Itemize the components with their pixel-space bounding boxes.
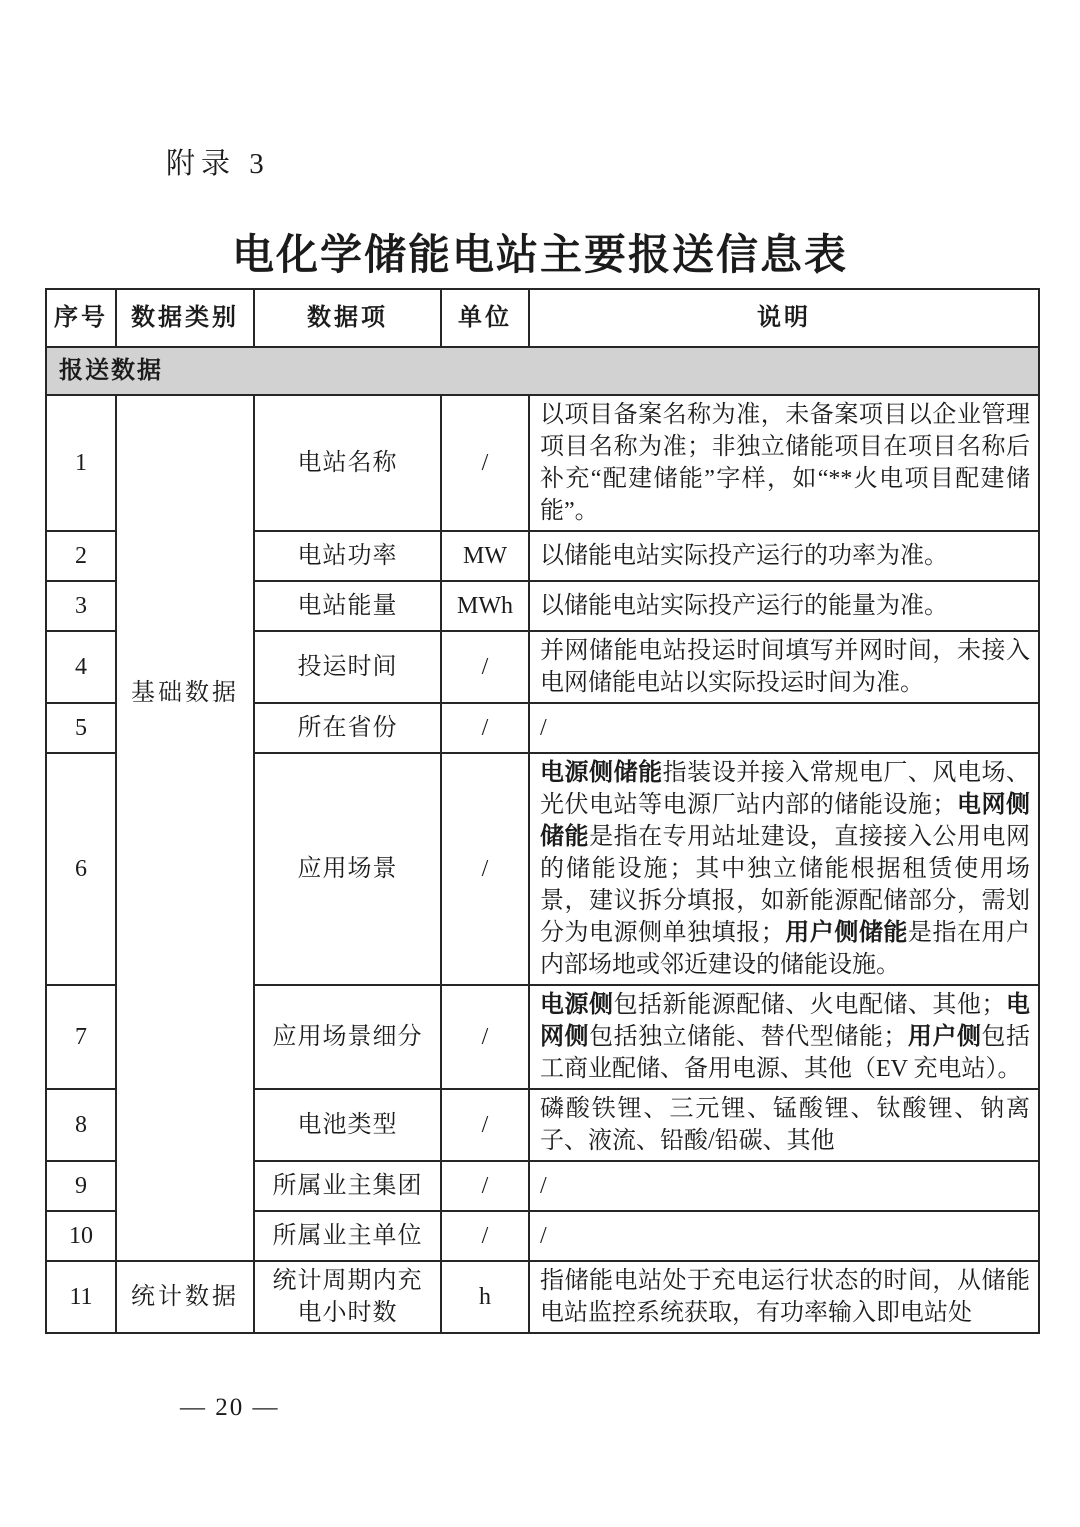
cell-serial: 11 [46,1261,116,1333]
description-segment: / [540,1223,547,1249]
table-row [46,1261,1039,1333]
cell-unit: / [441,703,529,753]
cell-unit: MW [441,531,529,581]
col-header-serial: 序号 [46,289,116,347]
description-bold-segment: 用户侧 [907,1024,982,1050]
cell-unit: / [441,395,529,531]
cell-serial: 4 [46,631,116,703]
cell-unit: / [441,1161,529,1211]
appendix-label: 附录 3 [166,148,270,180]
cell-serial: 7 [46,985,116,1089]
cell-unit: / [441,631,529,703]
category-label: 统计数据 [131,1284,239,1310]
description-segment: 包括独立储能、替代型储能； [589,1024,908,1050]
cell-item: 应用场景细分 [254,985,441,1089]
description-segment: / [540,1173,547,1199]
cell-description [529,1089,1039,1161]
description-segment: 指储能电站处于充电运行状态的时间，从储能电站监控系统获取，有功率输入即电站处 [540,1268,1030,1326]
cell-unit: / [441,985,529,1089]
cell-unit: / [441,1089,529,1161]
cell-serial: 10 [46,1211,116,1261]
cell-description [529,531,1039,581]
description-bold-segment: 电网侧储能 [540,792,1031,850]
report-table [45,288,1040,1334]
cell-item: 所属业主单位 [254,1211,441,1261]
cell-serial: 8 [46,1089,116,1161]
cell-serial: 3 [46,581,116,631]
cell-description [529,1161,1039,1211]
cell-category [116,395,254,1261]
description-segment: / [540,715,547,741]
cell-description [529,631,1039,703]
cell-description [529,1211,1039,1261]
description-bold-segment: 用户侧储能 [784,920,908,946]
table-row [46,395,1039,531]
description-segment: 是指在用户内部场地或邻近建设的储能设施。 [540,920,1031,978]
cell-serial: 1 [46,395,116,531]
description-segment: 以储能电站实际投产运行的能量为准。 [540,593,948,619]
page-number: — 20 — [180,1394,280,1421]
cell-serial: 5 [46,703,116,753]
description-segment: 并网储能电站投运时间填写并网时间，未接入电网储能电站以实际投运时间为准。 [540,638,1030,696]
cell-description [529,753,1039,985]
section-label: 报送数据 [46,347,1039,395]
col-header-item: 数据项 [254,289,441,347]
page-title: 电化学储能电站主要报送信息表 [231,233,848,279]
cell-serial: 6 [46,753,116,985]
cell-item: 电站能量 [254,581,441,631]
cell-category [116,1261,254,1333]
cell-serial: 9 [46,1161,116,1211]
description-bold-segment: 电源侧储能 [540,760,663,786]
cell-serial: 2 [46,531,116,581]
cell-unit: / [441,753,529,985]
col-header-description: 说明 [529,289,1039,347]
cell-item: 投运时间 [254,631,441,703]
table-header-row [46,289,1039,347]
col-header-category: 数据类别 [116,289,254,347]
table-body [46,347,1039,1333]
cell-item: 应用场景 [254,753,441,985]
cell-description [529,395,1039,531]
cell-item: 统计周期内充电小时数 [254,1261,441,1333]
description-segment: 磷酸铁锂、三元锂、锰酸锂、钛酸锂、钠离子、液流、铅酸/铅碳、其他 [540,1096,1030,1154]
category-label: 基础数据 [131,680,239,706]
description-segment: 指装设并接入常规电厂、风电场、光伏电站等电源厂站内部的储能设施； [540,760,1031,818]
cell-item: 电站功率 [254,531,441,581]
cell-description [529,985,1039,1089]
section-row [46,347,1039,395]
cell-unit: h [441,1261,529,1333]
cell-description [529,581,1039,631]
description-bold-segment: 电网侧 [540,992,1031,1050]
cell-item: 所在省份 [254,703,441,753]
description-segment: 以项目备案名称为准，未备案项目以企业管理项目名称为准；非独立储能项目在项目名称后补充“配建储能”字样，如“**火电项目配建储能”。 [540,402,1030,524]
cell-unit: MWh [441,581,529,631]
cell-item: 电站名称 [254,395,441,531]
cell-item: 所属业主集团 [254,1161,441,1211]
description-segment: 包括工商业配储、备用电源、其他（EV 充电站）。 [540,1024,1031,1082]
description-segment: 包括新能源配储、火电配储、其他； [613,992,1006,1018]
col-header-unit: 单位 [441,289,529,347]
description-segment: 是指在专用站址建设，直接接入公用电网的储能设施；其中独立储能根据租赁使用场景，建议拆分填报，如新能源配储部分，需划分为电源侧单独填报； [540,824,1031,946]
cell-description [529,703,1039,753]
cell-unit: / [441,1211,529,1261]
cell-description [529,1261,1039,1333]
description-bold-segment: 电源侧 [540,992,614,1018]
cell-item: 电池类型 [254,1089,441,1161]
description-segment: 以储能电站实际投产运行的功率为准。 [540,543,948,569]
